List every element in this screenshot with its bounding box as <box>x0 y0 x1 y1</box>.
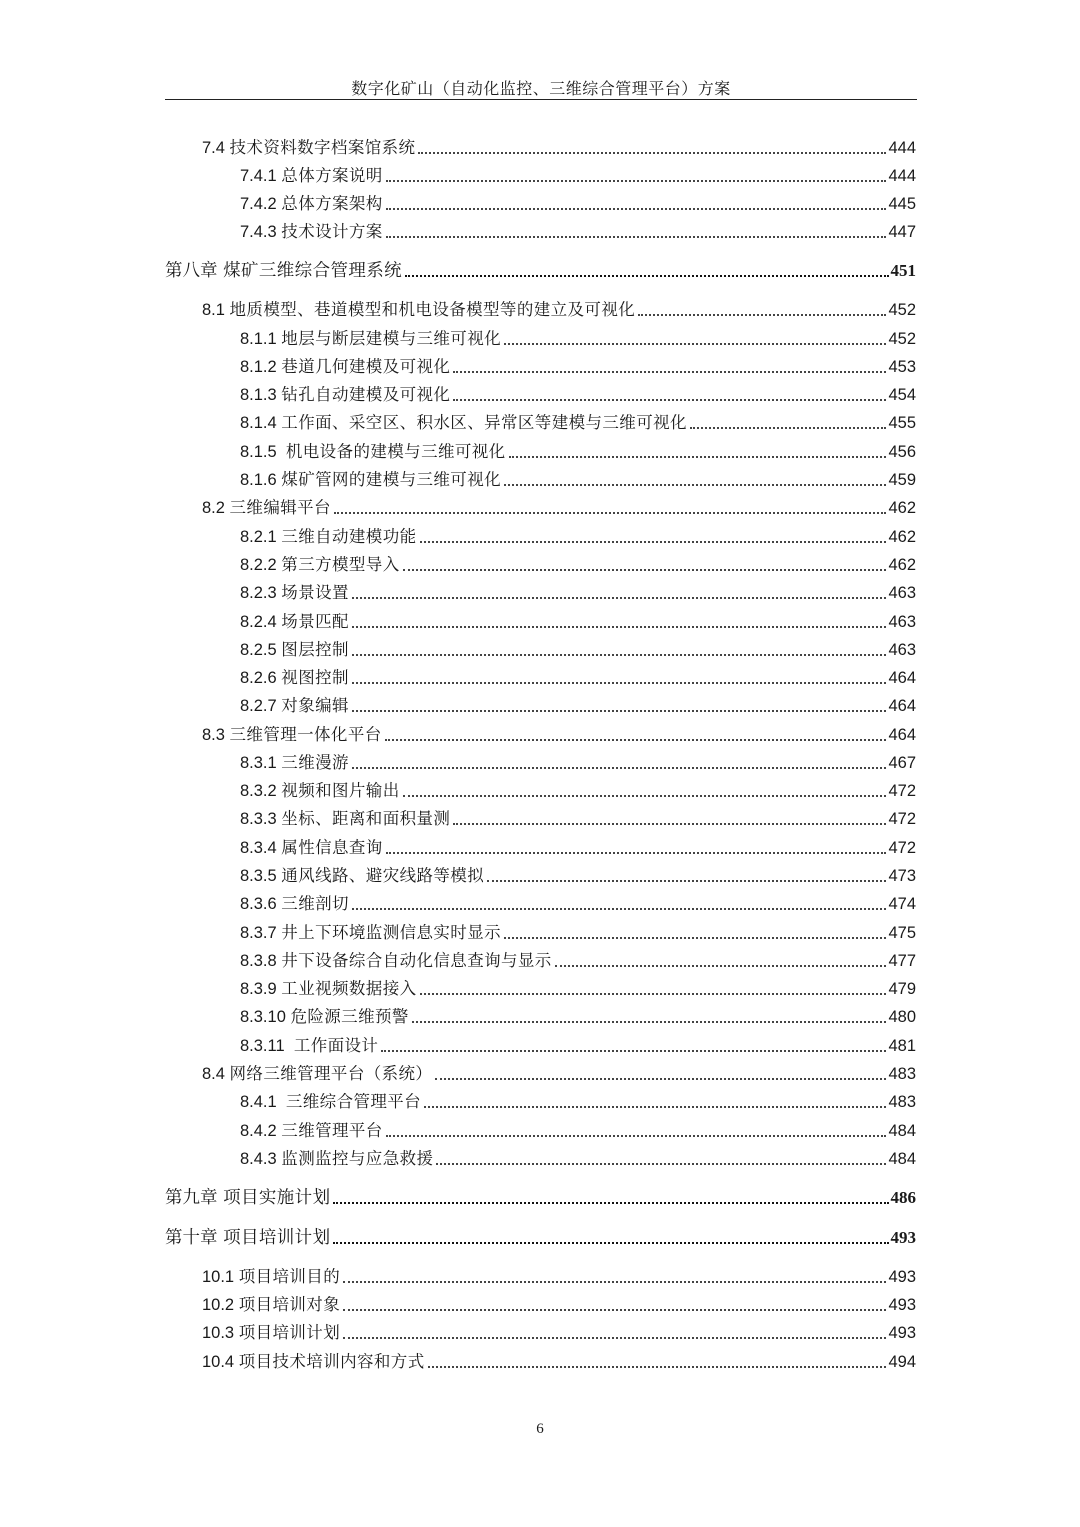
toc-entry-number: 8.3.11 <box>240 1037 294 1055</box>
toc-dot-leader <box>436 1162 886 1165</box>
toc-subsection-entry[interactable] <box>240 662 916 688</box>
toc-entry-page: 462 <box>888 556 916 574</box>
toc-entry-number: 8.2 <box>202 499 230 517</box>
header-divider <box>165 99 917 100</box>
toc-dot-leader <box>424 1105 886 1108</box>
toc-dot-leader <box>386 235 887 238</box>
toc-chapter-entry[interactable] <box>165 1182 916 1208</box>
toc-section-entry[interactable] <box>202 719 916 745</box>
toc-dot-leader <box>333 1201 888 1204</box>
toc-entry-number: 8.1.2 <box>240 358 282 376</box>
toc-dot-leader <box>352 681 887 684</box>
page-number: 6 <box>536 1421 544 1437</box>
toc-entry-page: 486 <box>890 1188 916 1207</box>
toc-entry-title: 井上下环境监测信息实时显示 <box>281 923 501 942</box>
toc-entry-title: 井下设备综合自动化信息查询与显示 <box>281 951 552 970</box>
toc-subsection-entry[interactable] <box>240 216 916 242</box>
toc-entry-number: 10.4 <box>202 1353 239 1371</box>
toc-entry-page: 473 <box>888 867 916 885</box>
toc-subsection-entry[interactable] <box>240 860 916 886</box>
toc-entry-number: 8.3.5 <box>240 867 282 885</box>
toc-entry-number: 10.3 <box>202 1324 239 1342</box>
toc-dot-leader <box>504 342 886 345</box>
toc-dot-leader <box>418 151 886 154</box>
toc-entry-title: 视图控制 <box>281 668 349 687</box>
toc-dot-leader <box>638 313 886 316</box>
toc-dot-leader <box>333 1241 888 1244</box>
toc-dot-leader <box>386 1134 887 1137</box>
toc-entry-title: 三维管理平台 <box>281 1121 383 1140</box>
toc-entry-number: 8.4.1 <box>240 1093 286 1111</box>
toc-dot-leader <box>343 1280 886 1283</box>
toc-entry-title: 网络三维管理平台（系统） <box>229 1064 433 1083</box>
toc-subsection-entry[interactable] <box>240 690 916 716</box>
toc-entry-title: 总体方案说明 <box>281 166 383 185</box>
toc-subsection-entry[interactable] <box>240 945 916 971</box>
toc-entry-title: 煤矿三维综合管理系统 <box>223 261 403 281</box>
toc-entry-page: 452 <box>888 330 916 348</box>
toc-subsection-entry[interactable] <box>240 160 916 186</box>
toc-dot-leader <box>487 879 886 882</box>
toc-entry-title: 对象编辑 <box>281 696 349 715</box>
toc-entry-page: 459 <box>888 471 916 489</box>
toc-dot-leader <box>504 483 886 486</box>
toc-entry-number: 8.3 <box>202 726 230 744</box>
toc-entry-number: 8.2.7 <box>240 697 282 715</box>
toc-entry-number: 7.4.1 <box>240 167 282 185</box>
toc-section-entry[interactable] <box>202 1346 916 1372</box>
toc-dot-leader <box>352 625 887 628</box>
toc-section-entry[interactable] <box>202 1261 916 1287</box>
toc-entry-page: 483 <box>888 1065 916 1083</box>
toc-subsection-entry[interactable] <box>240 407 916 433</box>
toc-subsection-entry[interactable] <box>240 464 916 490</box>
toc-entry-number: 8.3.6 <box>240 895 282 913</box>
toc-entry-title: 项目培训目的 <box>238 1267 341 1286</box>
toc-section-entry[interactable] <box>202 294 916 320</box>
toc-entry-number: 8.1.5 <box>240 443 286 461</box>
toc-subsection-entry[interactable] <box>240 379 916 405</box>
toc-subsection-entry[interactable] <box>240 917 916 943</box>
toc-dot-leader <box>403 568 887 571</box>
toc-entry-page: 453 <box>888 358 916 376</box>
toc-dot-leader <box>453 822 886 825</box>
toc-subsection-entry[interactable] <box>240 775 916 801</box>
toc-entry-page: 455 <box>888 414 916 432</box>
toc-subsection-entry[interactable] <box>240 973 916 999</box>
toc-entry-title: 第三方模型导入 <box>281 555 400 574</box>
toc-entry-number: 8.3.1 <box>240 754 282 772</box>
toc-entry-number: 8.1.4 <box>240 414 282 432</box>
toc-entry-page: 463 <box>888 641 916 659</box>
toc-subsection-entry[interactable] <box>240 1115 916 1141</box>
toc-chapter-entry[interactable] <box>165 1222 916 1248</box>
toc-entry-page: 463 <box>888 613 916 631</box>
toc-dot-leader <box>352 596 887 599</box>
toc-entry-number: 8.3.4 <box>240 839 282 857</box>
toc-entry-number: 8.2.4 <box>240 613 282 631</box>
toc-entry-number: 8.3.8 <box>240 952 282 970</box>
toc-section-entry[interactable] <box>202 1289 916 1315</box>
toc-entry-number: 8.3.9 <box>240 980 282 998</box>
toc-entry-title: 钻孔自动建模及可视化 <box>281 385 451 404</box>
toc-dot-leader <box>428 1365 887 1368</box>
toc-entry-page: 479 <box>888 980 916 998</box>
toc-dot-leader <box>381 1049 886 1052</box>
toc-entry-title: 工作面、采空区、积水区、异常区等建模与三维可视化 <box>281 413 687 432</box>
toc-entry-page: 493 <box>888 1324 916 1342</box>
toc-subsection-entry[interactable] <box>240 436 916 462</box>
toc-entry-number: 7.4.2 <box>240 195 282 213</box>
toc-entry-title: 项目技术培训内容和方式 <box>238 1352 425 1371</box>
toc-entry-page: 483 <box>888 1093 916 1111</box>
toc-entry-title: 项目培训计划 <box>223 1228 331 1248</box>
toc-entry-title: 工作面设计 <box>293 1036 379 1055</box>
toc-entry-page: 454 <box>888 386 916 404</box>
toc-entry-page: 474 <box>888 895 916 913</box>
toc-entry-page: 464 <box>888 669 916 687</box>
toc-dot-leader <box>352 653 887 656</box>
toc-entry-number: 8.3.2 <box>240 782 282 800</box>
toc-entry-title: 巷道几何建模及可视化 <box>281 357 451 376</box>
toc-entry-title: 地质模型、巷道模型和机电设备模型等的建立及可视化 <box>229 300 636 319</box>
toc-entry-number: 8.1.6 <box>240 471 282 489</box>
toc-entry-number: 8.1 <box>202 301 230 319</box>
toc-entry-number: 8.2.5 <box>240 641 282 659</box>
toc-entry-number: 第十章 <box>165 1228 224 1248</box>
toc-entry-number: 8.2.1 <box>240 528 282 546</box>
toc-subsection-entry[interactable] <box>240 1001 916 1027</box>
toc-entry-title: 机电设备的建模与三维可视化 <box>285 442 506 461</box>
toc-dot-leader <box>334 511 887 514</box>
toc-entry-title: 地层与断层建模与三维可视化 <box>281 329 501 348</box>
toc-subsection-entry[interactable] <box>240 803 916 829</box>
toc-entry-page: 484 <box>888 1122 916 1140</box>
toc-dot-leader <box>386 207 887 210</box>
toc-entry-page: 463 <box>888 584 916 602</box>
toc-subsection-entry[interactable] <box>240 577 916 603</box>
toc-entry-page: 445 <box>888 195 916 213</box>
toc-dot-leader <box>412 1020 887 1023</box>
toc-entry-page: 444 <box>888 167 916 185</box>
toc-entry-title: 总体方案架构 <box>281 194 383 213</box>
toc-dot-leader <box>555 964 887 967</box>
toc-entry-number: 7.4 <box>202 139 230 157</box>
toc-subsection-entry[interactable] <box>240 832 916 858</box>
toc-dot-leader <box>352 907 887 910</box>
toc-entry-number: 8.2.3 <box>240 584 282 602</box>
toc-subsection-entry[interactable] <box>240 351 916 377</box>
toc-entry-number: 10.2 <box>202 1296 239 1314</box>
toc-entry-page: 472 <box>888 782 916 800</box>
toc-entry-title: 项目培训计划 <box>238 1323 341 1342</box>
toc-entry-page: 444 <box>888 139 916 157</box>
toc-section-entry[interactable] <box>202 1058 916 1084</box>
toc-entry-page: 481 <box>888 1037 916 1055</box>
toc-subsection-entry[interactable] <box>240 1086 916 1112</box>
toc-entry-title: 三维漫游 <box>281 753 349 772</box>
toc-subsection-entry[interactable] <box>240 188 916 214</box>
toc-entry-number: 8.4.3 <box>240 1150 282 1168</box>
toc-entry-page: 447 <box>888 223 916 241</box>
toc-dot-leader <box>343 1336 886 1339</box>
toc-entry-page: 493 <box>888 1268 916 1286</box>
toc-dot-leader <box>509 455 887 458</box>
toc-entry-title: 图层控制 <box>281 640 349 659</box>
toc-entry-title: 通风线路、避灾线路等模拟 <box>281 866 485 885</box>
toc-entry-number: 8.2.6 <box>240 669 282 687</box>
toc-entry-title: 三维剖切 <box>281 894 349 913</box>
toc-entry-page: 452 <box>888 301 916 319</box>
toc-entry-page: 493 <box>888 1296 916 1314</box>
toc-entry-number: 7.4.3 <box>240 223 282 241</box>
toc-subsection-entry[interactable] <box>240 521 916 547</box>
toc-entry-title: 危险源三维预警 <box>290 1007 409 1026</box>
toc-entry-number: 8.4 <box>202 1065 230 1083</box>
toc-section-entry[interactable] <box>202 132 916 158</box>
toc-entry-page: 462 <box>888 499 916 517</box>
toc-section-entry[interactable] <box>202 1317 916 1343</box>
toc-entry-number: 8.1.1 <box>240 330 282 348</box>
toc-dot-leader <box>352 766 887 769</box>
toc-entry-title: 项目培训对象 <box>238 1295 341 1314</box>
toc-entry-number: 8.2.2 <box>240 556 282 574</box>
toc-entry-title: 坐标、距离和面积量测 <box>281 809 451 828</box>
toc-dot-leader <box>343 1308 886 1311</box>
toc-dot-leader <box>403 794 887 797</box>
toc-entry-title: 场景匹配 <box>281 612 349 631</box>
toc-entry-page: 464 <box>888 697 916 715</box>
toc-dot-leader <box>385 738 887 741</box>
toc-entry-number: 第八章 <box>165 261 224 281</box>
toc-entry-title: 技术设计方案 <box>281 222 383 241</box>
toc-entry-title: 项目实施计划 <box>223 1188 331 1208</box>
toc-entry-number: 8.3.10 <box>240 1008 291 1026</box>
toc-dot-leader <box>386 179 887 182</box>
toc-chapter-entry[interactable] <box>165 255 916 281</box>
toc-subsection-entry[interactable] <box>240 1143 916 1169</box>
toc-entry-page: 480 <box>888 1008 916 1026</box>
toc-dot-leader <box>386 851 887 854</box>
toc-dot-leader <box>420 540 887 543</box>
toc-entry-number: 10.1 <box>202 1268 239 1286</box>
toc-entry-page: 494 <box>888 1353 916 1371</box>
toc-entry-page: 472 <box>888 810 916 828</box>
page-header-title: 数字化矿山（自动化监控、三维综合管理平台）方案 <box>351 79 731 98</box>
toc-section-entry[interactable] <box>202 492 916 518</box>
toc-subsection-entry[interactable] <box>240 606 916 632</box>
toc-dot-leader <box>504 936 886 939</box>
toc-dot-leader <box>435 1077 886 1080</box>
toc-entry-number: 8.1.3 <box>240 386 282 404</box>
toc-dot-leader <box>352 709 887 712</box>
toc-entry-page: 472 <box>888 839 916 857</box>
toc-entry-title: 三维自动建模功能 <box>281 527 417 546</box>
toc-entry-number: 8.4.2 <box>240 1122 282 1140</box>
toc-subsection-entry[interactable] <box>240 1030 916 1056</box>
toc-dot-leader <box>453 398 886 401</box>
toc-entry-title: 工业视频数据接入 <box>281 979 417 998</box>
toc-entry-page: 493 <box>890 1228 916 1247</box>
toc-entry-title: 监测监控与应急救援 <box>281 1149 434 1168</box>
toc-entry-title: 视频和图片输出 <box>281 781 400 800</box>
toc-entry-page: 484 <box>888 1150 916 1168</box>
toc-entry-title: 技术资料数字档案馆系统 <box>229 138 416 157</box>
toc-entry-page: 456 <box>888 443 916 461</box>
toc-subsection-entry[interactable] <box>240 549 916 575</box>
toc-entry-page: 464 <box>888 726 916 744</box>
toc-entry-page: 467 <box>888 754 916 772</box>
toc-entry-title: 三维管理一体化平台 <box>229 725 382 744</box>
toc-entry-page: 477 <box>888 952 916 970</box>
toc-subsection-entry[interactable] <box>240 888 916 914</box>
toc-entry-number: 第九章 <box>165 1188 224 1208</box>
toc-dot-leader <box>690 426 887 429</box>
toc-entry-number: 8.3.7 <box>240 924 282 942</box>
toc-dot-leader <box>405 274 888 277</box>
toc-entry-title: 煤矿管网的建模与三维可视化 <box>281 470 501 489</box>
toc-subsection-entry[interactable] <box>240 747 916 773</box>
toc-entry-page: 462 <box>888 528 916 546</box>
toc-entry-number: 8.3.3 <box>240 810 282 828</box>
toc-dot-leader <box>453 370 886 373</box>
toc-entry-title: 三维编辑平台 <box>229 498 331 517</box>
toc-entry-page: 451 <box>890 261 916 280</box>
toc-entry-title: 场景设置 <box>281 583 349 602</box>
toc-subsection-entry[interactable] <box>240 634 916 660</box>
toc-subsection-entry[interactable] <box>240 323 916 349</box>
toc-entry-title: 三维综合管理平台 <box>285 1092 422 1111</box>
toc-dot-leader <box>420 992 887 995</box>
toc-entry-page: 475 <box>888 924 916 942</box>
toc-entry-title: 属性信息查询 <box>281 838 383 857</box>
